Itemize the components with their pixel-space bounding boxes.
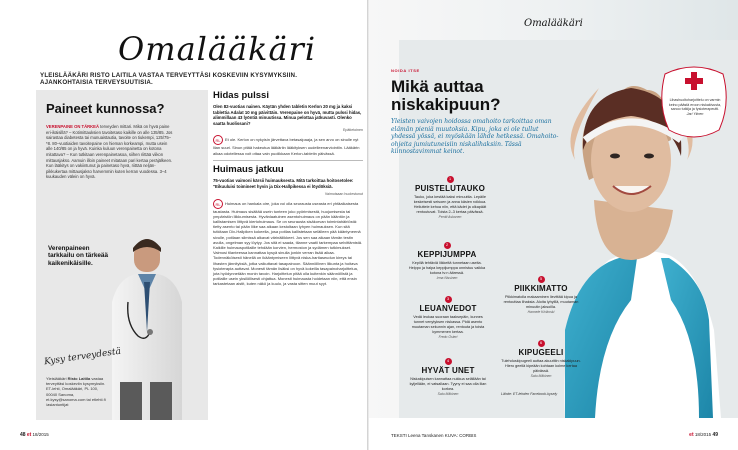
news1-heading: Hidas pulssi (213, 90, 269, 101)
folio-left (20, 432, 49, 438)
tip-card (501, 276, 581, 314)
section-title: Omalääkäri (524, 18, 583, 29)
tip-source: Satu Mäkinen (437, 391, 459, 396)
tip-title: KIPUGEELI (518, 348, 564, 357)
folio-right (689, 432, 718, 438)
magazine-name: et (689, 432, 694, 438)
box-heading: Paineet kunnossa? (46, 101, 165, 116)
right-page (369, 0, 738, 450)
tip-desc: Vedä leukaa suoraan taaksepäin, kunnes tunnet venytyksen niskassa. Pidä asento muutaman sekunnin ajan, rentouta ja toista kymmenen kertaa. (411, 315, 485, 334)
page-number: 49 (712, 432, 718, 438)
contact-name: Risto Laitila (67, 376, 91, 381)
tip-source: Fredo Österi (438, 334, 458, 339)
tip-source: Irma Nissinen (436, 275, 458, 280)
tip-desc: Kepillä tehtäviä liikkeitä tunnetaan useita. Helppo ja halpa keppijumppa onnistuu vaikka kotona tv:n ääressä. (408, 261, 486, 275)
tip-desc: Tauko, joka kestää kaksi minuuttia. Lepäile keskeisesti seisoen ja anna käsien roikkua. Heiluttele kehoa niin, että kädet ja olkapäät rentoutuvat. Toista 2–3 kertaa päivässä. (413, 195, 487, 214)
tip-number: 6 (538, 340, 545, 347)
news1-sign: Epätietoinen (343, 128, 363, 133)
divider (213, 160, 363, 161)
tip-desc: Tulehduskipugeeli auttaa akuuttiin niskakipuun. Hiero geeliä kipeään kohtaan kolme kertaa päivässä. (501, 359, 581, 373)
badge-name: Jari Ylinen (686, 111, 704, 116)
tip-source: Hannele Kivikoski (527, 309, 555, 314)
ask-script: Kysy terveydestä (43, 346, 122, 368)
tip-card (407, 242, 487, 280)
tip-number: 2 (444, 242, 451, 249)
source-note: Lähde: ET-lehden Facebook-kysely (501, 392, 558, 396)
news1-body: Et ole. Kerlon on nykyisin järvettava betasalpaaja, ja sen arvo on sinulle nyt liian suuri. Sinun pitää hakeutua lääkäriin lääkityksen uudelleenarviointiin. Lääkärin aikaa odotellessa voit ottaa vain puolikkaan Kerlon-tabletin päivässä. (213, 137, 360, 156)
tip-card (409, 296, 487, 339)
magazine-name: et (26, 432, 32, 438)
contact-info (46, 376, 106, 407)
news1-text (213, 135, 363, 155)
badge-text: Lihashuoltoharjoittelu on varmin keino päästä eroon niskakivusta, sanoo tutkija ja fysioterapeutti. (668, 98, 722, 112)
tip-desc: Piikkimatolla makaaminen lievittää kipua ja rentouttaa lihaksia. Aloita lyhyillä, muutaman minuutin jaksoilla. (503, 295, 579, 309)
contact-lead: Yleislääkäri (46, 376, 67, 381)
news-column (213, 90, 363, 287)
section-title: Omalääkäri (118, 30, 317, 68)
tip-source: Satu Mäkinen (530, 373, 552, 378)
tip-number: 1 (447, 176, 454, 183)
tip-card (407, 176, 493, 219)
news2-lead: 75-vuotias vaimoni kärsii huimauksesta. Mitä tarkoittaa hoitosetolee: "Eikuuluisi toimineet hyvin ja Dix-Hallpikessa ei löydöksiä. (213, 178, 354, 189)
issue-number: 18/2015 (32, 432, 49, 437)
box-text: terveyden mittari. Mikä on hyvä paine eri-ikäisillä? – Kotimittauksien tavoitetaso kaikille on alle 135/85. Jos sairastaa diabetesta tai munuaistautia, tavoite on tiukempi, 125/75–*8. 80–vuotiaiden tavoitepaine on hieman korkeampi, mutta usein alle 140/85 on ja hyvä. Kuinka kuluun verenpainetta on kotona mitattava? – Kun tutkitaan verenpainetasoa, siihen riittää viikon mittausjakso. Aamuin illoin paineet mitataan pari kertaa peräjälkeen. Kun lääkitys on vakiintunut ja painetaso hyvä, riittää neljän-pikkukertaa mittausjakso harvemmin kuten kerran vuodessa. 3–4 kuukauden välein on hyvä. (46, 124, 173, 180)
news2-body: Huimaus on hankala oire, joka voi olla seurausta useasta eri yhtäaikaisesta taustasta. Huimaus sisältää usein tunteen joko pyörimisestä, huojumisesta tai ympäristön liikkumisesta. Hyvänlaatuinen asentohuimaus on pään kääntön ja kallistamisen liittyvä kiertohuimaus. Se on seurausta sisäkorvan toimintahäiriöstä: tietty asento tai pään liike saa aikaan kestoltaan lyhyen huimauksen. Kun sitä tutkitaan Dix-Hallpiken kokeella, josa potilas kallistetaan selälleen pää kääntyneenä sivulle, potilaan silmissä alkavat värinäliikkeet. Jos sen saa aikaan tämän testin avulla, ongelman syy löytyy. Jos sitä ei saada, tilanne vaatii tarkempaa selvittämistä. Kaikille huimauspotilaille tehdään korvien, hermoston ja sydämen tutkimukset. Vaimosi tilanteessa kannattaa kysyä sinulla jonkin verran lisää aikaa. Todennäköisesti hänellä on ikääntymiseen liittyvä niska-hartiaseudun kireys tai lihasten jännityksiä, jotka vaikuttavat tasapainoon. Säännöllinen liikunta ja hoitava fysioterapia auttavat. Monesti tämän lisäksi on hyvä kokeilla tasapainoharjoittelua, jota hyödynnetään monin tavoin. Harjoittelun pitää olla kuitenkin säännöllistä ja potilaille usein yksilöllisesti ohjattua. Monesti huimausta hoidetaan niin, että ensin tarkastetaan aistit, kuten näkö ja kuulo, ja vasta sitten muut syyt. (213, 200, 363, 287)
tip-number: 4 (445, 358, 452, 365)
news2-sign: Vaimoisaan huolestunut (324, 191, 363, 196)
contact-text: vastaa terveyttäsi koskeviin kysymyksiin. ET-lehti, Omalääkäri, PL 100, 00040 Sanoma, et.kysy@sanoma.com tai etlehti.fi /asiantuntijat (46, 376, 106, 408)
doctor-photo (108, 232, 186, 420)
news2-text (213, 199, 363, 287)
box-body (46, 124, 174, 180)
article-lead: Yleisten vaivojen hoidossa omahoito tarkoittaa oman elämän pieniä muutoksia. Kipu, joka ei ole tullut yhdessä yössä, ei myöskään lähde hetkessä. Omahoito-ohjeita jumiutuneisiin niskalihaksiin. Tässä kiinnostavimmat keinot. (391, 118, 559, 156)
tip-source: Pentti Askonen (438, 214, 462, 219)
section-lead: YLEISLÄÄKÄRI RISTO LAITILA VASTAA TERVEYTTÄSI KOSKEVIIN KYSYMYKSIIN. AJANKOHTAISIA TERVEYSUUTISIA. (40, 72, 298, 86)
tip-card (409, 358, 487, 396)
initial-badge: RL (213, 199, 223, 209)
news1-lead: Olen 82-vuotias nainen. Käytän yhden tabletin Kerlon 20 mg ja kaksi tablettia Adalat 10 mg päivittäin. Verenpaine on hyvä, mutta pulssi hidas, alimmillaan 43 lyöntiä minuutissa. Minua pelottaa jatkuvasti. Olenko saatta huolissani? (213, 104, 362, 126)
tip-title: PUISTELUTAUKO (414, 184, 485, 193)
tip-title: KEPPIJUMPPA (417, 250, 477, 259)
article-heading: Mikä auttaa niskakipuun? (391, 77, 501, 114)
expert-quote (667, 98, 723, 116)
credits: TEKSTI Leena Tanskanen KUVA: CORBIS (391, 433, 477, 438)
tip-card (501, 340, 581, 378)
box-intro: VERENPAINE ON TÄRKEÄ (46, 124, 99, 129)
tip-title: LEUANVEDOT (419, 304, 477, 313)
tip-title: HYVÄT UNET (421, 366, 475, 375)
initial-badge: RL (213, 135, 223, 145)
tip-desc: Niskakipuisen kannattaa nukkua selällään tai kyljellään, ei vatsallaan. Tyyny ei saa olla liian korkea. (409, 377, 487, 391)
tip-title: PIIKKIMATTO (514, 284, 568, 293)
tip-number: 5 (538, 276, 545, 283)
news2-heading: Huimaus jatkuu (213, 164, 284, 176)
issue-number: 18/2015 (694, 432, 712, 437)
tip-number: 3 (445, 296, 452, 303)
section-tag: NOIDA ITSE (391, 68, 420, 73)
page-number: 48 (20, 432, 26, 438)
pull-quote: Verenpaineen tarkkailu on tärkeää kaikenikäisille. (48, 245, 109, 267)
